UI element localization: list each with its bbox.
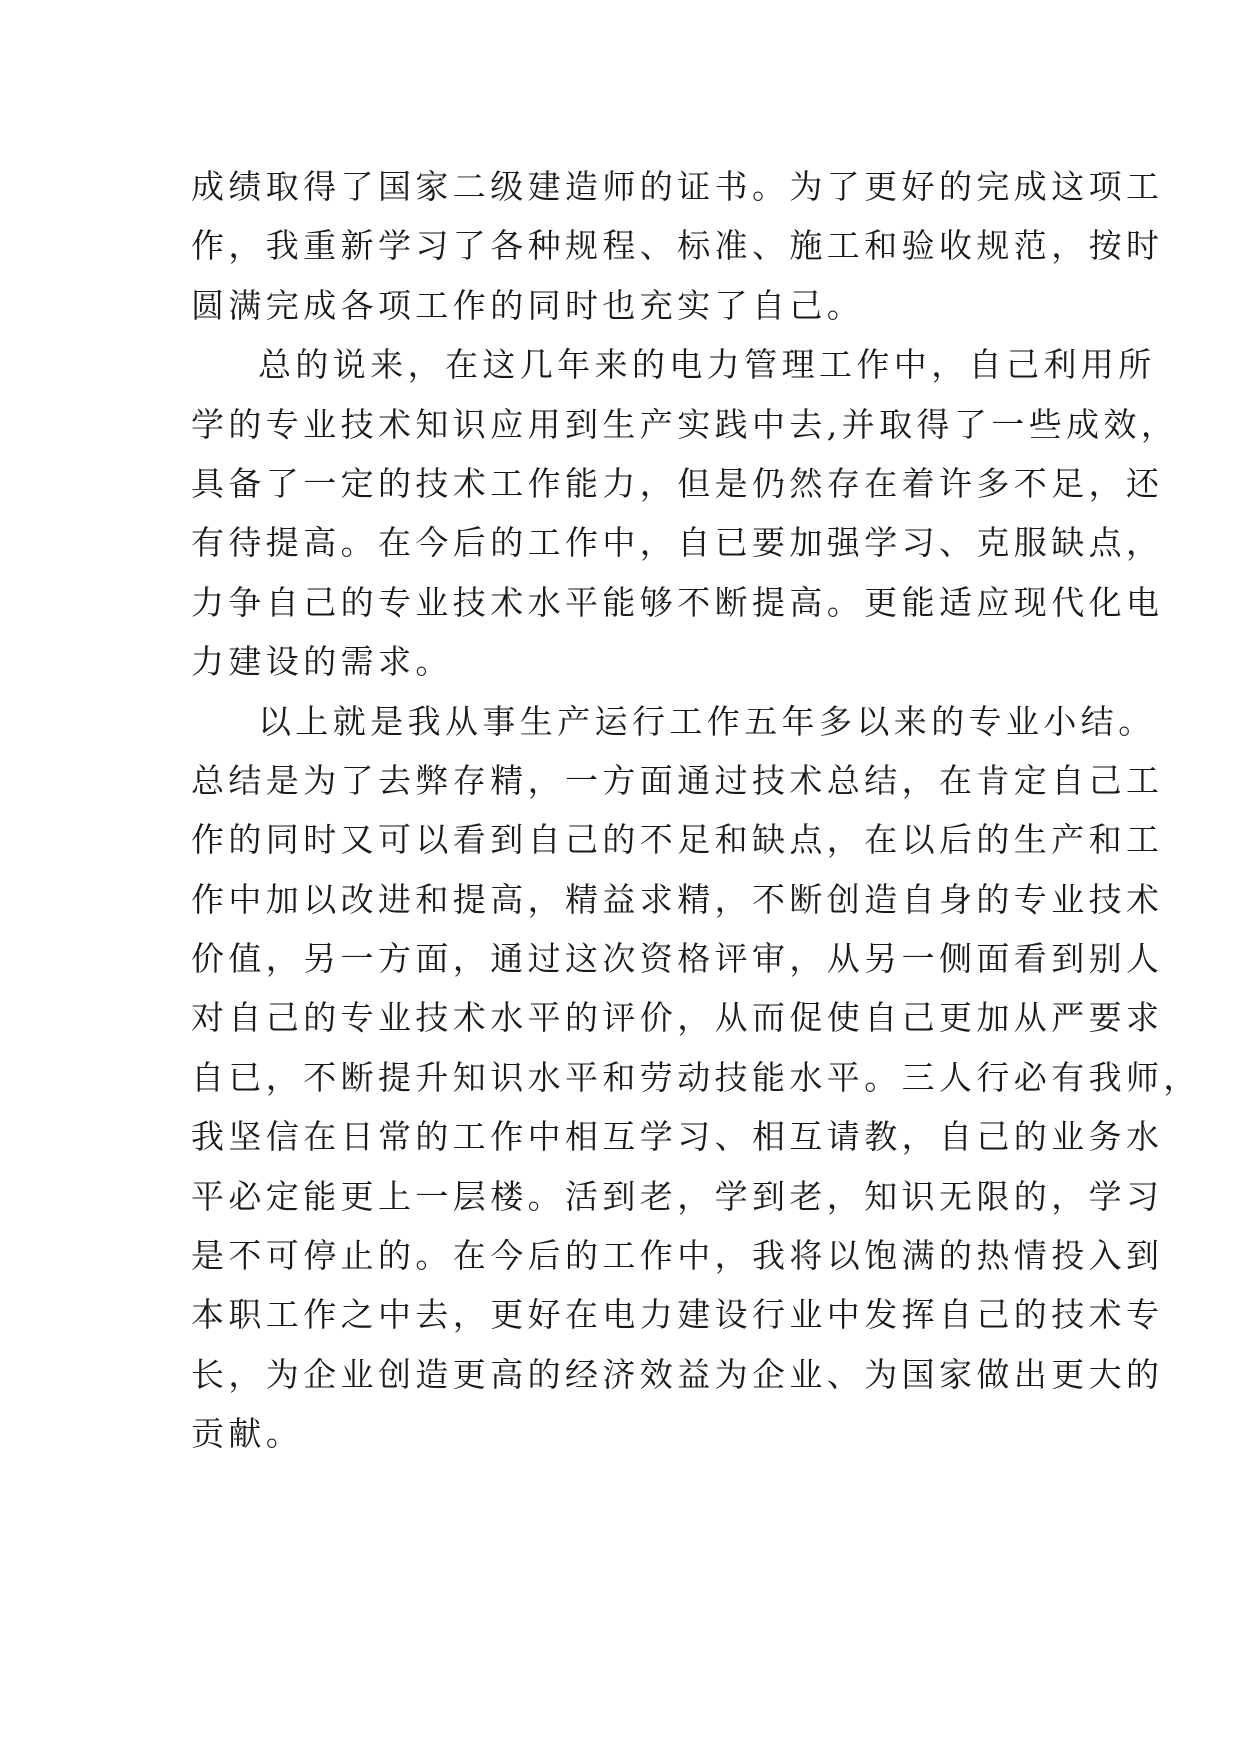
text-line: 总结是为了去弊存精，一方面通过技术总结，在肯定自己工 (191, 760, 1164, 800)
paragraph-first-line: 总的说来，在这几年来的电力管理工作中，自己利用所 (258, 345, 1156, 385)
text-line: 作，我重新学习了各种规程、标准、施工和验收规范，按时 (191, 226, 1164, 266)
text-line: 贡献。 (191, 1414, 304, 1454)
text-line: 自已，不断提升知识水平和劳动技能水平。三人行必有我师， (191, 1057, 1201, 1097)
text-line: 我坚信在日常的工作中相互学习、相互请教，自己的业务水 (191, 1117, 1164, 1157)
text-line: 成绩取得了国家二级建造师的证书。为了更好的完成这项工 (191, 167, 1164, 206)
text-line: 作的同时又可以看到自己的不足和缺点，在以后的生产和工 (191, 820, 1164, 860)
text-line: 价值，另一方面，通过这次资格评审，从另一侧面看到别人 (191, 939, 1164, 979)
text-line: 力争自己的专业技术水平能够不断提高。更能适应现代化电 (191, 582, 1164, 622)
text-line: 本职工作之中去，更好在电力建设行业中发挥自己的技术专 (191, 1295, 1164, 1335)
paragraph-first-line: 以上就是我从事生产运行工作五年多以来的专业小结。 (258, 701, 1156, 741)
text-line: 长，为企业创造更高的经济效益为企业、为国家做出更大的 (191, 1354, 1164, 1394)
text-line: 对自己的专业技术水平的评价，从而促使自己更加从严要求 (191, 998, 1164, 1038)
text-line: 学的专业技术知识应用到生产实践中去,并取得了一些成效， (191, 404, 1179, 444)
text-line: 平必定能更上一层楼。活到老，学到老，知识无限的，学习 (191, 1176, 1164, 1216)
text-line: 是不可停止的。在今后的工作中，我将以饱满的热情投入到 (191, 1236, 1164, 1276)
document-body (191, 157, 1201, 1464)
text-line: 圆满完成各项工作的同时也充实了自己。 (191, 285, 865, 325)
text-line: 具备了一定的技术工作能力，但是仍然存在着许多不足，还 (191, 463, 1164, 503)
text-line: 作中加以改进和提高，精益求精，不断创造自身的专业技术 (191, 879, 1164, 919)
text-line: 有待提高。在今后的工作中，自已要加强学习、克服缺点， (191, 523, 1164, 563)
text-line: 力建设的需求。 (191, 642, 453, 682)
